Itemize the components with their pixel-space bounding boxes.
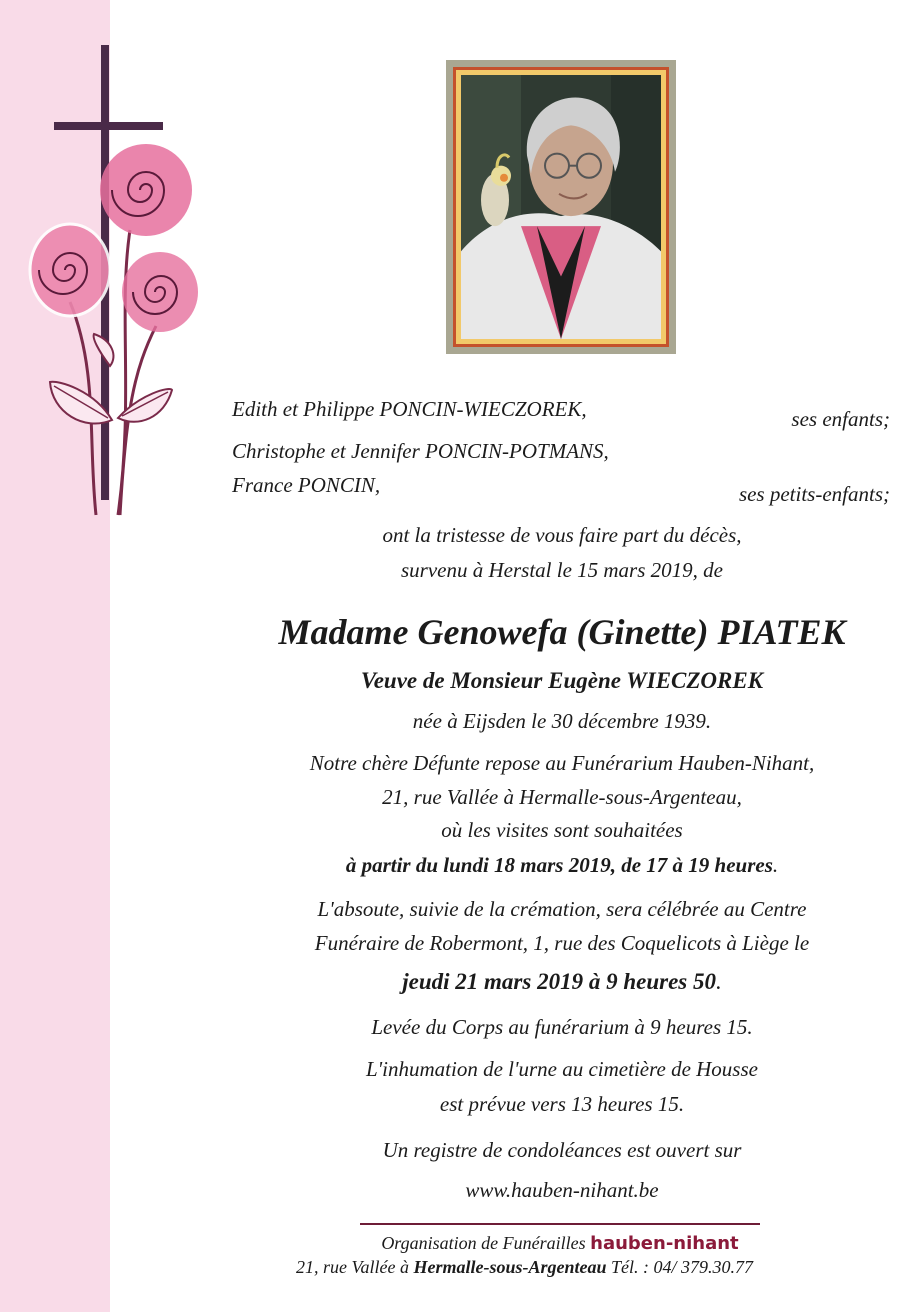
family-grandchildren-role: ses petits-enfants;: [738, 482, 890, 506]
brand-logo: hauben-nihant: [590, 1233, 739, 1254]
visitation-when: [232, 852, 892, 878]
visitation-line-2: 21, rue Vallée à Hermalle-sous-Argenteau,: [382, 785, 742, 809]
footer-town: Hermalle-sous-Argenteau: [413, 1257, 607, 1277]
visitation-line-1: Notre chère Défunte repose au Funérarium Hauben-Nihant,: [309, 751, 815, 775]
family-grandchildren-names-2: France PONCIN,: [232, 473, 381, 497]
deceased-spouse: Veuve de Monsieur Eugène WIECZOREK: [360, 668, 764, 693]
family-children-names: Edith et Philippe PONCIN-WIECZOREK,: [232, 397, 587, 421]
visitation-line-3: où les visites sont souhaitées: [441, 818, 683, 842]
registry-line: Un registre de condoléances est ouvert sur: [382, 1138, 742, 1162]
footer-address: [296, 1256, 753, 1278]
deceased-birth: née à Eijsden le 30 décembre 1939.: [412, 709, 712, 733]
footer-organisation: [360, 1232, 760, 1255]
family-grandchildren-names-1: Christophe et Jennifer PONCIN-POTMANS,: [232, 439, 609, 463]
announcement-line-1: ont la tristesse de vous faire part du décès,: [382, 523, 742, 547]
footer-address-prefix: 21, rue Vallée à: [296, 1257, 409, 1277]
ceremony-when-end: .: [715, 969, 722, 994]
ceremony-line-1: L'absoute, suivie de la crémation, sera célébrée au Centre: [317, 897, 807, 921]
ceremony-levee: Levée du Corps au funérarium à 9 heures 15.: [371, 1015, 753, 1039]
portrait-frame: [446, 60, 676, 354]
burial-line-2: est prévue vers 13 heures 15.: [439, 1092, 685, 1116]
footer-org-label: Organisation de Funérailles: [381, 1233, 586, 1253]
family-children-role: ses enfants;: [791, 407, 890, 431]
burial-line-1: L'inhumation de l'urne au cimetière de Housse: [366, 1057, 758, 1081]
deceased-name: Madame Genowefa (Ginette) PIATEK: [278, 612, 846, 652]
ceremony-line-2: Funéraire de Robermont, 1, rue des Coquelicots à Liège le: [314, 931, 810, 955]
ceremony-when: [232, 969, 892, 995]
footer-phone: Tél. : 04/ 379.30.77: [611, 1257, 753, 1277]
visitation-when-end: .: [772, 853, 779, 877]
cross-with-roses-icon: [14, 40, 214, 530]
footer-divider: [360, 1223, 760, 1225]
visitation-when-bold: à partir du lundi 18 mars 2019, de 17 à 19 heures: [345, 853, 773, 877]
ceremony-when-bold: jeudi 21 mars 2019 à 9 heures 50: [402, 969, 716, 994]
registry-url[interactable]: www.hauben-nihant.be: [465, 1178, 659, 1202]
announcement-line-2: survenu à Herstal le 15 mars 2019, de: [401, 558, 723, 582]
portrait-photo: [461, 75, 661, 339]
